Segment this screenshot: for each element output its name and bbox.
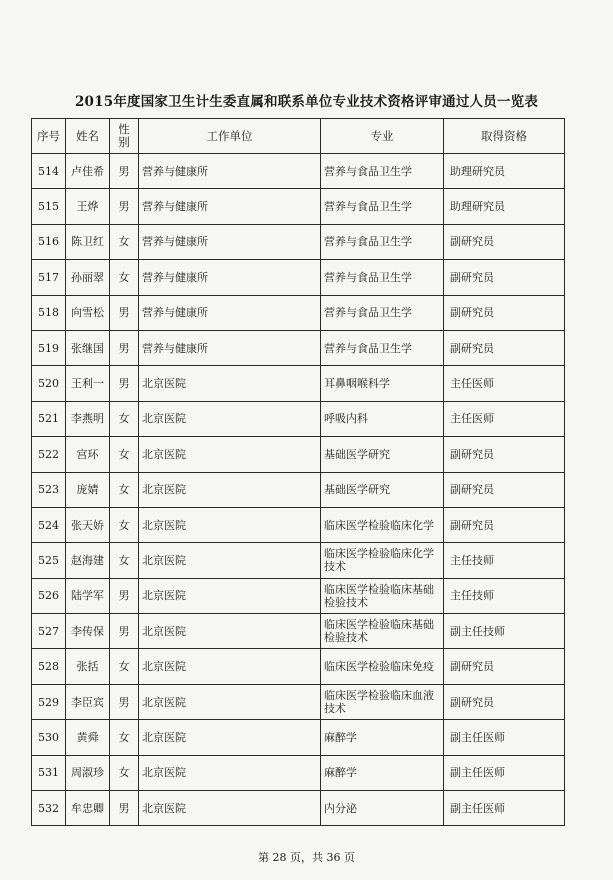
cell-gender: 男: [110, 791, 139, 826]
cell-gender: 女: [110, 543, 139, 578]
cell-gender: 女: [110, 507, 139, 542]
table-row: [32, 154, 565, 189]
cell-major: 基础医学研究: [321, 472, 444, 507]
cell-major: 营养与食品卫生学: [321, 189, 444, 224]
cell-num: 519: [32, 330, 66, 365]
cell-qualification: 副研究员: [444, 507, 565, 542]
cell-unit: 营养与健康所: [139, 295, 321, 330]
cell-gender: 男: [110, 154, 139, 189]
header-qualification: 取得资格: [444, 119, 565, 154]
cell-name: 李燕明: [66, 401, 110, 436]
cell-name: 牟忠卿: [66, 791, 110, 826]
cell-gender: 男: [110, 578, 139, 613]
cell-name: 李传保: [66, 614, 110, 649]
table-row: [32, 366, 565, 401]
cell-qualification: 副主任医师: [444, 791, 565, 826]
cell-qualification: 副研究员: [444, 472, 565, 507]
cell-qualification: 副主任医师: [444, 755, 565, 790]
table-row: [32, 614, 565, 649]
cell-major: 营养与食品卫生学: [321, 260, 444, 295]
cell-qualification: 助理研究员: [444, 189, 565, 224]
header-name: 姓名: [66, 119, 110, 154]
cell-unit: 北京医院: [139, 366, 321, 401]
table-row: [32, 543, 565, 578]
cell-qualification: 主任医师: [444, 401, 565, 436]
cell-gender: 女: [110, 401, 139, 436]
cell-name: 黄舜: [66, 720, 110, 755]
table-row: [32, 791, 565, 826]
table-row: [32, 437, 565, 472]
cell-unit: 北京医院: [139, 472, 321, 507]
cell-qualification: 主任医师: [444, 366, 565, 401]
cell-major: 临床医学检验临床基础检验技术: [321, 578, 444, 613]
cell-gender: 男: [110, 330, 139, 365]
cell-name: 张括: [66, 649, 110, 684]
cell-name: 王烨: [66, 189, 110, 224]
cell-name: 向雪松: [66, 295, 110, 330]
cell-qualification: 副研究员: [444, 224, 565, 259]
cell-unit: 北京医院: [139, 755, 321, 790]
cell-num: 522: [32, 437, 66, 472]
cell-major: 呼吸内科: [321, 401, 444, 436]
cell-qualification: 副研究员: [444, 260, 565, 295]
cell-name: 张天娇: [66, 507, 110, 542]
cell-gender: 女: [110, 720, 139, 755]
header-major: 专业: [321, 119, 444, 154]
cell-name: 王利一: [66, 366, 110, 401]
cell-name: 庞婧: [66, 472, 110, 507]
cell-major: 耳鼻咽喉科学: [321, 366, 444, 401]
cell-gender: 男: [110, 614, 139, 649]
cell-unit: 营养与健康所: [139, 330, 321, 365]
header-gender: 性别: [110, 119, 139, 154]
table-row: [32, 720, 565, 755]
cell-major: 临床医学检验临床基础检验技术: [321, 614, 444, 649]
cell-name: 宫环: [66, 437, 110, 472]
table-row: [32, 684, 565, 719]
cell-qualification: 主任技师: [444, 578, 565, 613]
cell-gender: 男: [110, 366, 139, 401]
cell-unit: 北京医院: [139, 720, 321, 755]
cell-qualification: 副研究员: [444, 649, 565, 684]
cell-num: 529: [32, 684, 66, 719]
cell-gender: 女: [110, 224, 139, 259]
cell-major: 营养与食品卫生学: [321, 330, 444, 365]
table-row: [32, 472, 565, 507]
cell-name: 卢佳希: [66, 154, 110, 189]
cell-qualification: 副研究员: [444, 437, 565, 472]
cell-major: 基础医学研究: [321, 437, 444, 472]
cell-gender: 女: [110, 437, 139, 472]
personnel-table: [31, 118, 565, 826]
table-row: [32, 260, 565, 295]
cell-num: 514: [32, 154, 66, 189]
cell-name: 李臣宾: [66, 684, 110, 719]
table-row: [32, 755, 565, 790]
cell-num: 525: [32, 543, 66, 578]
cell-gender: 男: [110, 684, 139, 719]
cell-num: 516: [32, 224, 66, 259]
cell-qualification: 副主任医师: [444, 720, 565, 755]
cell-major: 临床医学检验临床免疫: [321, 649, 444, 684]
cell-unit: 营养与健康所: [139, 189, 321, 224]
cell-num: 517: [32, 260, 66, 295]
cell-num: 518: [32, 295, 66, 330]
table-header-row: [32, 119, 565, 154]
cell-unit: 北京医院: [139, 791, 321, 826]
cell-num: 524: [32, 507, 66, 542]
cell-unit: 北京医院: [139, 507, 321, 542]
table-row: [32, 295, 565, 330]
cell-num: 526: [32, 578, 66, 613]
cell-name: 张继国: [66, 330, 110, 365]
cell-name: 陈卫红: [66, 224, 110, 259]
cell-major: 营养与食品卫生学: [321, 224, 444, 259]
table-row: [32, 189, 565, 224]
table-row: [32, 224, 565, 259]
cell-gender: 女: [110, 755, 139, 790]
cell-unit: 北京医院: [139, 401, 321, 436]
cell-name: 孙丽翠: [66, 260, 110, 295]
cell-qualification: 主任技师: [444, 543, 565, 578]
cell-major: 营养与食品卫生学: [321, 154, 444, 189]
header-num: 序号: [32, 119, 66, 154]
cell-gender: 女: [110, 260, 139, 295]
cell-unit: 北京医院: [139, 543, 321, 578]
cell-major: 麻醉学: [321, 720, 444, 755]
cell-unit: 北京医院: [139, 437, 321, 472]
cell-unit: 北京医院: [139, 649, 321, 684]
header-unit: 工作单位: [139, 119, 321, 154]
cell-name: 陆学军: [66, 578, 110, 613]
cell-major: 内分泌: [321, 791, 444, 826]
cell-major: 麻醉学: [321, 755, 444, 790]
table-row: [32, 649, 565, 684]
cell-unit: 北京医院: [139, 614, 321, 649]
cell-major: 临床医学检验临床化学: [321, 507, 444, 542]
cell-qualification: 副研究员: [444, 330, 565, 365]
cell-qualification: 副研究员: [444, 684, 565, 719]
cell-name: 赵海建: [66, 543, 110, 578]
cell-num: 523: [32, 472, 66, 507]
table-row: [32, 507, 565, 542]
table-row: [32, 578, 565, 613]
cell-num: 521: [32, 401, 66, 436]
cell-unit: 北京医院: [139, 578, 321, 613]
cell-num: 515: [32, 189, 66, 224]
cell-major: 临床医学检验临床血液技术: [321, 684, 444, 719]
cell-major: 营养与食品卫生学: [321, 295, 444, 330]
cell-unit: 营养与健康所: [139, 260, 321, 295]
cell-gender: 女: [110, 472, 139, 507]
cell-unit: 北京医院: [139, 684, 321, 719]
cell-num: 528: [32, 649, 66, 684]
cell-qualification: 副主任技师: [444, 614, 565, 649]
table-row: [32, 330, 565, 365]
cell-num: 520: [32, 366, 66, 401]
cell-qualification: 助理研究员: [444, 154, 565, 189]
cell-num: 531: [32, 755, 66, 790]
table-row: [32, 401, 565, 436]
cell-name: 周淑珍: [66, 755, 110, 790]
cell-gender: 男: [110, 189, 139, 224]
cell-qualification: 副研究员: [444, 295, 565, 330]
cell-gender: 女: [110, 649, 139, 684]
cell-gender: 男: [110, 295, 139, 330]
cell-num: 530: [32, 720, 66, 755]
page-footer: 第 28 页，共 36 页: [258, 851, 355, 864]
cell-num: 532: [32, 791, 66, 826]
cell-unit: 营养与健康所: [139, 224, 321, 259]
cell-major: 临床医学检验临床化学技术: [321, 543, 444, 578]
cell-unit: 营养与健康所: [139, 154, 321, 189]
cell-num: 527: [32, 614, 66, 649]
document-title: 2015年度国家卫生计生委直属和联系单位专业技术资格评审通过人员一览表: [74, 94, 539, 110]
